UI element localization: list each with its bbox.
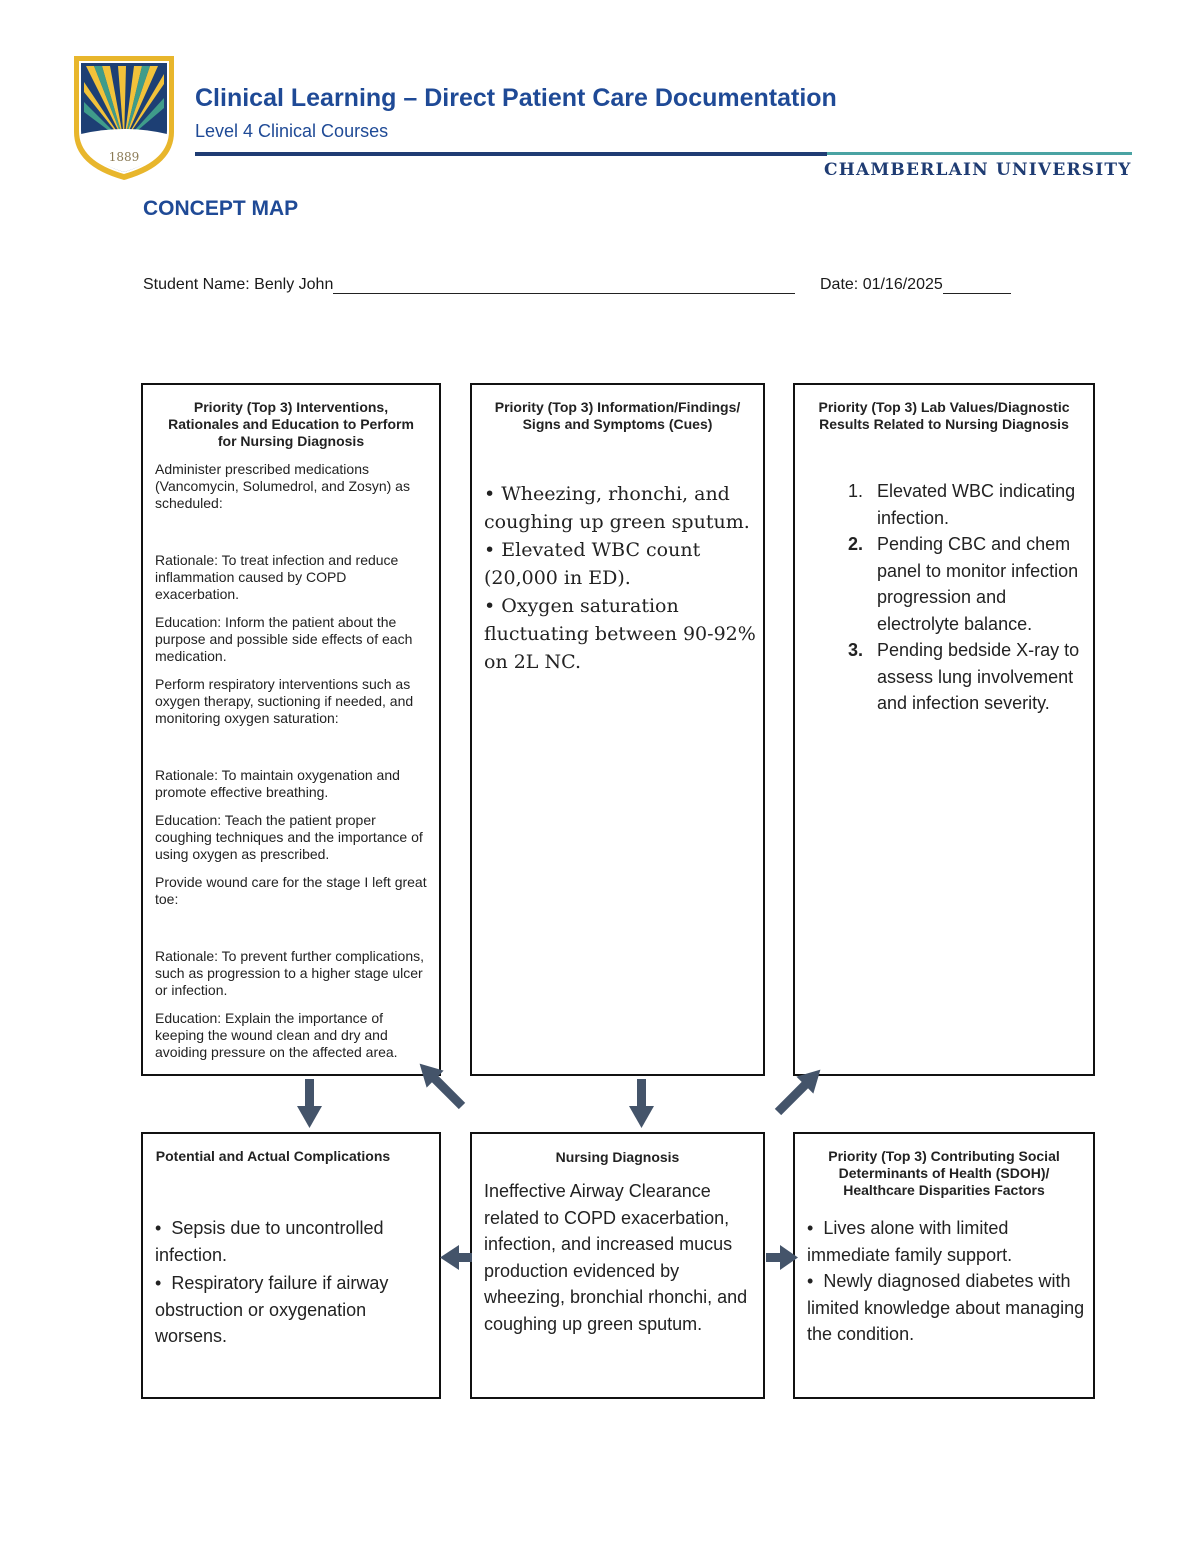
sdoh-text: Newly diagnosed diabetes with limited knowledge about managing the condition. [807,1271,1085,1344]
student-name-label: Student Name: Benly John [143,276,334,293]
education-1: Education: Inform the patient about the purpose and possible side effects of each medication. [155,614,413,664]
lab-number: 1. [847,481,863,501]
lab-text: Pending bedside X-ray to assess lung involvement and infection severity. [877,640,1080,713]
complication-text: Respiratory failure if airway obstruction or oxygenation worsens. [155,1273,389,1346]
intervention-1: Administer prescribed medications (Vancomycin, Solumedrol, and Zosyn) as scheduled: [155,461,410,511]
bullet-icon: • [484,483,496,505]
interventions-title: Priority (Top 3) Interventions, Rationales and Education to Perform for Nursing Diagnosis [168,399,414,449]
bullet-icon: • [807,1271,814,1291]
bullet-icon: • [155,1218,162,1238]
rationale-3: Rationale: To prevent further complications, such as progression to a higher stage ulcer or infection. [155,948,424,998]
education-3: Education: Explain the importance of keeping the wound clean and dry and avoiding pressure on the affected area. [155,1010,398,1060]
bullet-icon: • [807,1218,814,1238]
bullet-icon: • [484,595,496,617]
sdoh-title: Priority (Top 3) Contributing Social Determinants of Health (SDOH)/ Healthcare Disparities Factors [828,1148,1060,1198]
rationale-2: Rationale: To maintain oxygenation and promote effective breathing. [155,767,400,800]
arrow-right-icon [766,1245,798,1270]
lab-text: Pending CBC and chem panel to monitor infection progression and electrolyte balance. [877,534,1079,634]
date-label: Date: 01/16/2025 [820,276,943,293]
complications-title: Potential and Actual Complications [155,1148,391,1164]
cues-title: Priority (Top 3) Information/Findings/ Signs and Symptoms (Cues) [494,399,741,432]
complication-text: Sepsis due to uncontrolled infection. [155,1218,384,1265]
rationale-1: Rationale: To treat infection and reduce inflammation caused by COPD exacerbation. [155,552,399,602]
education-2: Education: Teach the patient proper coughing techniques and the importance of using oxygen as prescribed. [155,812,423,862]
bullet-icon: • [484,539,496,561]
arrow-up-left-icon [411,1055,470,1114]
header-title: Clinical Learning – Direct Patient Care Documentation [195,84,837,112]
lab-number: 3. [847,640,863,660]
intervention-3: Provide wound care for the stage I left great toe: [155,874,427,907]
intervention-2: Perform respiratory interventions such as oxygen therapy, suctioning if needed, and monitoring oxygen saturation: [155,676,414,726]
cue-text: Oxygen saturation fluctuating between 90-92% on 2L NC. [484,595,756,673]
arrow-down-icon [297,1079,322,1128]
arrow-down-icon [629,1079,654,1128]
cue-text: Wheezing, rhonchi, and coughing up green sputum. [484,483,750,533]
lab-number: 2. [847,534,863,554]
nursing-diagnosis-text: Ineffective Airway Clearance related to COPD exacerbation, infection, and increased mucus production evidenced by wheezing, bronchial rhonchi, and coughing up green sputum. [484,1181,748,1334]
arrow-up-right-icon [770,1061,829,1120]
header-subtitle: Level 4 Clinical Courses [195,121,389,141]
labs-title: Priority (Top 3) Lab Values/Diagnostic Results Related to Nursing Diagnosis [818,399,1070,432]
arrow-left-icon [440,1245,472,1270]
logo-year: 1889 [108,150,140,164]
university-name: CHAMBERLAIN UNIVERSITY [824,160,1132,180]
sdoh-text: Lives alone with limited immediate family support. [807,1218,1013,1265]
bullet-icon: • [155,1273,162,1293]
lab-text: Elevated WBC indicating infection. [877,481,1076,528]
nursing-diagnosis-title: Nursing Diagnosis [555,1149,680,1165]
cue-text: Elevated WBC count (20,000 in ED). [484,539,701,589]
concept-map-heading: CONCEPT MAP [143,197,299,220]
